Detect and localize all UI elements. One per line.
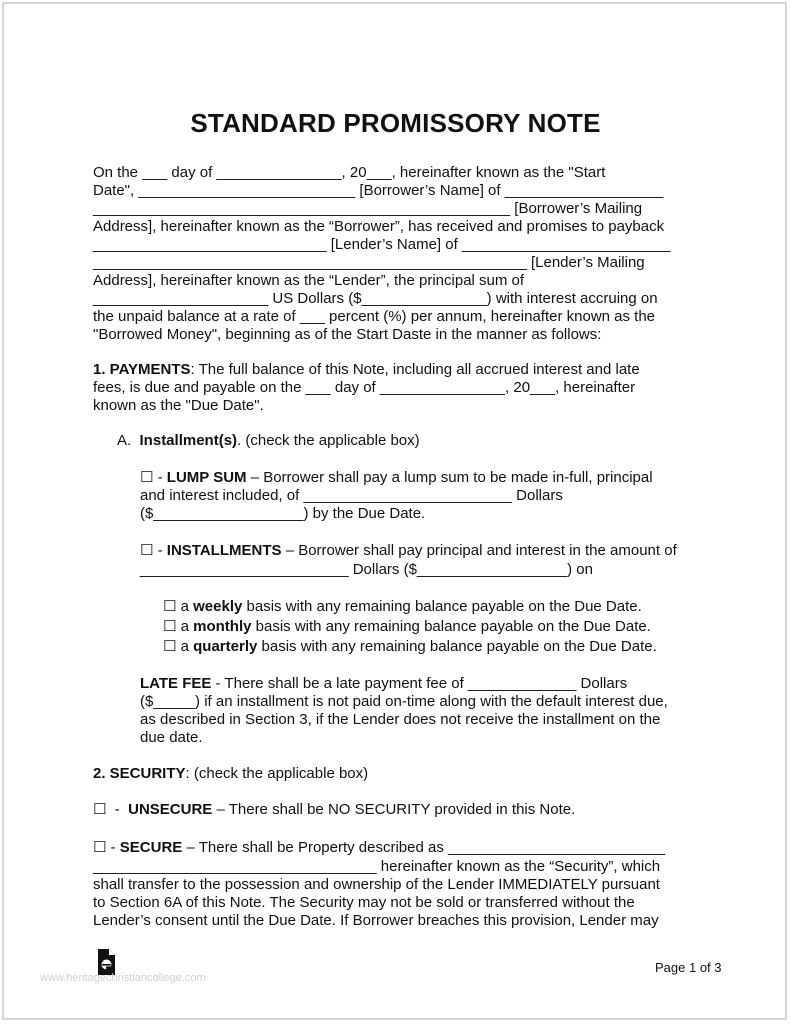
lump-sum-checkbox[interactable]: ☐ [140, 469, 154, 486]
monthly-text: basis with any remaining balance payable on the Due Date. [251, 618, 651, 635]
intro-line-7: Address], hereinafter known as the “Lender”, the principal sum of [93, 272, 525, 289]
lump-sum-dash: - [153, 469, 167, 486]
watermark-text: www.heritagechristiancollege.com [40, 972, 206, 984]
late-fee-line-3: as described in Section 3, if the Lender does not receive the installment on the [140, 711, 661, 728]
lump-sum-line-2: and interest included, of _________________________ Dollars [140, 487, 563, 504]
installments-dash: - [153, 542, 167, 559]
intro-line-4: Address], hereinafter known as the “Borrower”, has received and promises to payback [93, 218, 665, 235]
payments-line-2: fees, is due and payable on the ___ day of _______________, 20___, hereinafter [93, 379, 636, 396]
installments-prefix: A. [117, 432, 140, 449]
weekly-pre: a [176, 598, 194, 615]
secure-dash: - [106, 839, 120, 856]
unsecure-checkbox[interactable]: ☐ [93, 801, 107, 818]
frequency-weekly [163, 598, 642, 616]
installments-option-line-1 [140, 542, 677, 560]
page-number: Page 1 of 3 [655, 960, 722, 975]
intro-line-3: __________________________________________________ [Borrower’s Mailing [93, 200, 643, 217]
installments-checkbox[interactable]: ☐ [140, 542, 154, 559]
quarterly-checkbox[interactable]: ☐ [163, 638, 177, 655]
intro-line-6: ____________________________________________________ [Lender’s Mailing [93, 254, 645, 271]
weekly-text: basis with any remaining balance payable on the Due Date. [242, 598, 642, 615]
unsecure-line [93, 801, 575, 819]
weekly-checkbox[interactable]: ☐ [163, 598, 177, 615]
secure-line-2: __________________________________ hereinafter known as the “Security”, which [93, 858, 661, 875]
late-fee-line-1 [140, 675, 627, 693]
lump-sum-line-1 [140, 469, 653, 487]
monthly-pre: a [176, 618, 194, 635]
installments-text: – Borrower shall pay principal and interest in the amount of [281, 542, 677, 559]
late-fee-text: - There shall be a late payment fee of _____________ Dollars [211, 675, 628, 692]
intro-line-10: "Borrowed Money", beginning as of the Start Daste in the manner as follows: [93, 326, 602, 343]
page-title: STANDARD PROMISSORY NOTE [190, 108, 601, 138]
quarterly-text: basis with any remaining balance payable on the Due Date. [257, 638, 657, 655]
payments-text: : The full balance of this Note, including all accrued interest and late [190, 361, 640, 378]
secure-line-4: to Section 6A of this Note. The Security may not be sold or transferred without the [93, 894, 635, 911]
frequency-quarterly [163, 638, 657, 656]
secure-text: – There shall be Property described as __________________________ [182, 839, 665, 856]
secure-checkbox[interactable]: ☐ [93, 839, 107, 856]
intro-line-5: ____________________________ [Lender’s Name] of _________________________ [93, 236, 671, 253]
late-fee-line-2: ($_____) if an installment is not paid on-time along with the default interest due, [140, 693, 668, 710]
late-fee-line-4: due date. [140, 729, 203, 746]
unsecure-label: UNSECURE [128, 801, 213, 818]
frequency-monthly [163, 618, 651, 636]
weekly-label: weekly [193, 598, 243, 615]
lump-sum-line-3: ($__________________) by the Due Date. [140, 505, 426, 522]
quarterly-pre: a [176, 638, 194, 655]
unsecure-dash: - [106, 801, 129, 818]
secure-line-3: shall transfer to the possession and ownership of the Lender IMMEDIATELY pursuant [93, 876, 660, 893]
security-heading: 2. SECURITY [93, 765, 186, 782]
installments-label: INSTALLMENTS [166, 542, 282, 559]
installments-heading-line [117, 432, 420, 450]
installments-heading: Installment(s) [139, 432, 238, 449]
payments-line-3: known as the "Due Date". [93, 397, 264, 414]
monthly-checkbox[interactable]: ☐ [163, 618, 177, 635]
late-fee-label: LATE FEE [140, 675, 212, 692]
intro-line-1: On the ___ day of _______________, 20___, hereinafter known as the "Start [93, 164, 606, 181]
intro-line-2: Date", __________________________ [Borrower’s Name] of ___________________ [93, 182, 664, 199]
secure-line-1 [93, 839, 665, 857]
intro-line-8: _____________________ US Dollars ($_______________) with interest accruing on [93, 290, 658, 307]
payments-heading: 1. PAYMENTS [93, 361, 191, 378]
security-heading-line [93, 765, 368, 783]
secure-line-5: Lender’s consent until the Due Date. If Borrower breaches this provision, Lender may [93, 912, 659, 929]
unsecure-text: – There shall be NO SECURITY provided in this Note. [212, 801, 576, 818]
installments-note: . (check the applicable box) [237, 432, 420, 449]
intro-line-9: the unpaid balance at a rate of ___ percent (%) per annum, hereinafter known as the [93, 308, 656, 325]
payments-line-1 [93, 361, 640, 379]
security-note: : (check the applicable box) [185, 765, 369, 782]
lump-sum-text: – Borrower shall pay a lump sum to be made in-full, principal [246, 469, 653, 486]
quarterly-label: quarterly [193, 638, 258, 655]
lump-sum-label: LUMP SUM [166, 469, 247, 486]
monthly-label: monthly [193, 618, 252, 635]
installments-option-line-2: _________________________ Dollars ($__________________) on [140, 561, 593, 578]
secure-label: SECURE [119, 839, 183, 856]
